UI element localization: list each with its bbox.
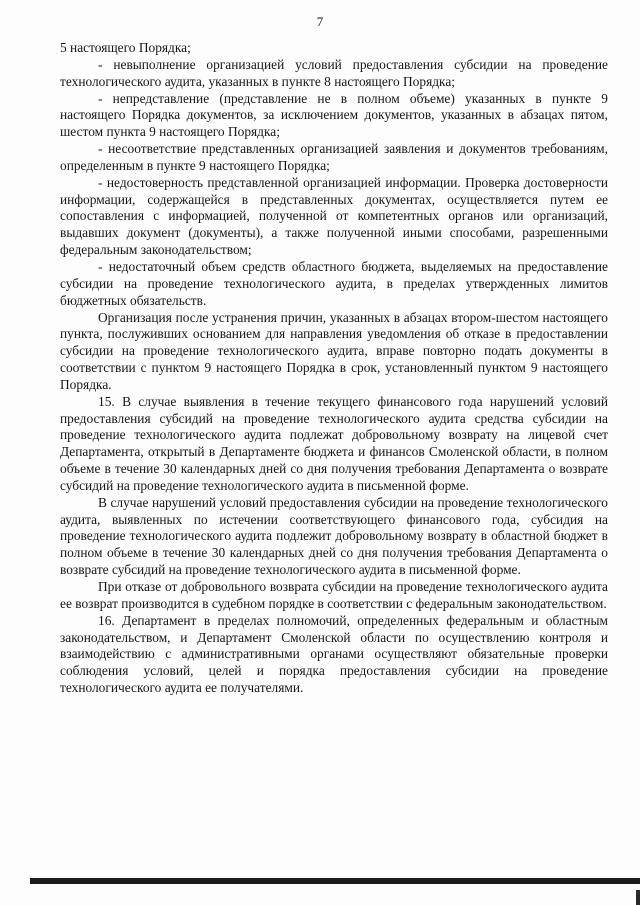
paragraph-clause-15-after-year: В случае нарушений условий предоставления субсидии на проведение технологического аудита, выявленных по истечении соответствующего финансового года, субсидия на проведение технологического аудита подлежит добровольному возврату в областной бюджет в полном объеме в течение 30 календарных дней со дня получения требования Департамента о возврате субсидий на проведение технологического аудита в письменной форме. [60, 494, 608, 578]
scan-corner-mark [636, 890, 640, 905]
paragraph-clause-16: 16. Департамент в пределах полномочий, определенных федеральным и областным законодательством, и Департамент Смоленской области по осуществлению контроля и взаимодействию с административными органами осуществляют обязательные проверки соблюдения условий, целей и порядка предоставления субсидии на проведение технологического аудита ее получателями. [60, 612, 608, 696]
paragraph-resubmission: Организация после устранения причин, указанных в абзацах втором-шестом настоящего пункта, послуживших основанием для направления уведомления об отказе в предоставлении субсидии на проведение технологического аудита, вправе повторно подать документы в соответствии с пунктом 9 настоящего Порядка в срок, установленный пунктом 9 настоящего Порядка. [60, 309, 608, 392]
paragraph-continuation: 5 настоящего Порядка; [60, 40, 191, 55]
document-body [60, 40, 608, 697]
page-number: 7 [316, 14, 324, 29]
paragraph-reason-insufficient-funds: - недостаточный объем средств областного бюджета, выделяемых на предоставление субсидии на проведение технологического аудита, в пределах утвержденных лимитов бюджетных обязательств. [60, 258, 608, 308]
paragraph-reason-unreliability: - недостоверность представленной организацией информации. Проверка достоверности информации, содержащейся в представленных документах, осуществляется путем ее сопоставления с информацией, полученной от компетентных органов или организаций, выдавших документ (документы), а также полученной иными способами, разрешенными федеральным законодательством; [60, 174, 608, 258]
scan-border-bar [30, 878, 640, 884]
paragraph-clause-15: 15. В случае выявления в течение текущего финансового года нарушений условий предоставления субсидий на проведение технологического аудита средства субсидии на проведение технологического аудита подлежат добровольному возврату на лицевой счет Департамента, открытый в Департаменте бюджета и финансов Смоленской области, в полном объеме в течение 30 календарных дней со дня получения требования Департамента о возврате субсидий на проведение технологического аудита в письменной форме. [60, 393, 608, 493]
paragraph-clause-15-court: При отказе от добровольного возврата субсидии на проведение технологического аудита ее возврат производится в судебном порядке в соответствии с федеральным законодательством. [60, 579, 608, 611]
paragraph-reason-mismatch: - несоответствие представленных организацией заявления и документов требованиям, определенным в пункте 9 настоящего Порядка; [60, 141, 608, 173]
paragraph-reason-noncompliance: - невыполнение организацией условий предоставления субсидии на проведение технологического аудита, указанных в пункте 8 настоящего Порядка; [60, 56, 608, 89]
paragraph-reason-nonsubmission: - непредставление (представление не в полном объеме) указанных в пункте 9 настоящего Порядка документов, за исключением документов, указанных в абзацах пятом, шестом пункта 9 настоящего Порядка; [60, 90, 608, 140]
